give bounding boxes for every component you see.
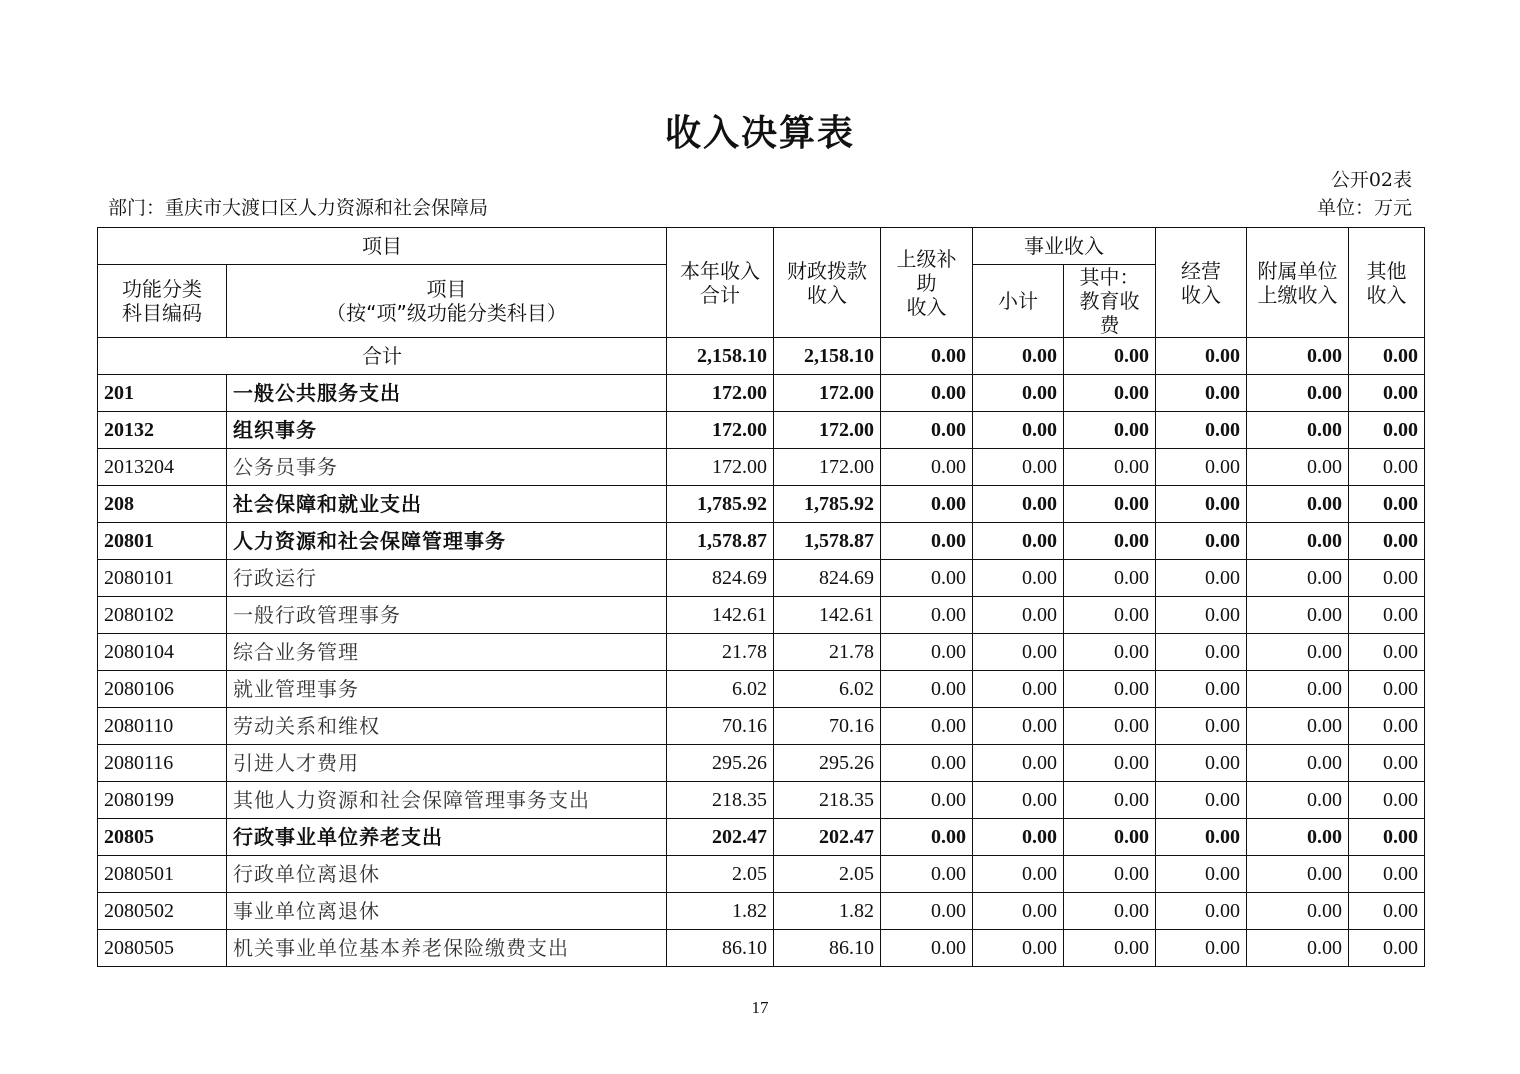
row-value: 172.00 — [774, 449, 881, 486]
page-number: 17 — [751, 998, 769, 1017]
row-name: 一般行政管理事务 — [227, 597, 667, 634]
table-row — [98, 634, 1425, 671]
page-title: 收入决算表 — [664, 113, 855, 154]
row-code: 208 — [98, 486, 227, 523]
row-value: 0.00 — [881, 930, 973, 967]
row-value: 0.00 — [1064, 930, 1156, 967]
row-value: 0.00 — [1064, 449, 1156, 486]
row-value: 0.00 — [1064, 412, 1156, 449]
row-value: 0.00 — [1349, 708, 1425, 745]
row-value: 0.00 — [1349, 745, 1425, 782]
row-code: 2080106 — [98, 671, 227, 708]
row-value: 21.78 — [667, 634, 774, 671]
department-label: 部门：重庆市大渡口区人力资源和社会保障局 — [108, 197, 489, 219]
table-body — [98, 338, 1425, 967]
row-value: 0.00 — [1349, 523, 1425, 560]
row-name: 就业管理事务 — [227, 671, 667, 708]
row-value: 0.00 — [1156, 523, 1247, 560]
header-superior: 上级补助 收入 — [881, 228, 973, 338]
table-row — [98, 412, 1425, 449]
header-item: 项目 （按“项”级功能分类科目） — [227, 265, 667, 338]
row-value: 0.00 — [973, 930, 1064, 967]
table-row — [98, 523, 1425, 560]
row-value: 0.00 — [1349, 671, 1425, 708]
row-code: 20132 — [98, 412, 227, 449]
row-value: 0.00 — [1064, 560, 1156, 597]
row-value: 0.00 — [1247, 671, 1349, 708]
row-code: 2080110 — [98, 708, 227, 745]
row-value: 0.00 — [973, 893, 1064, 930]
row-value: 0.00 — [881, 523, 973, 560]
row-name: 行政事业单位养老支出 — [227, 819, 667, 856]
row-value: 0.00 — [973, 449, 1064, 486]
row-value: 0.00 — [1156, 597, 1247, 634]
total-value: 0.00 — [1247, 338, 1349, 375]
row-value: 6.02 — [667, 671, 774, 708]
row-value: 0.00 — [1349, 856, 1425, 893]
table-row — [98, 708, 1425, 745]
row-value: 0.00 — [881, 375, 973, 412]
row-value: 202.47 — [774, 819, 881, 856]
row-value: 172.00 — [667, 375, 774, 412]
table-header — [98, 228, 1425, 338]
total-value: 2,158.10 — [774, 338, 881, 375]
table-row — [98, 745, 1425, 782]
row-value: 1,785.92 — [667, 486, 774, 523]
header-education: 其中： 教育收费 — [1064, 265, 1156, 338]
row-value: 0.00 — [1247, 819, 1349, 856]
header-other: 其他 收入 — [1349, 228, 1425, 338]
row-value: 172.00 — [667, 412, 774, 449]
row-value: 218.35 — [774, 782, 881, 819]
row-value: 0.00 — [1349, 412, 1425, 449]
row-value: 0.00 — [973, 560, 1064, 597]
row-value: 0.00 — [1156, 560, 1247, 597]
row-name: 劳动关系和维权 — [227, 708, 667, 745]
table-row — [98, 449, 1425, 486]
row-name: 行政运行 — [227, 560, 667, 597]
table-row — [98, 893, 1425, 930]
row-value: 0.00 — [1247, 597, 1349, 634]
row-value: 0.00 — [1064, 745, 1156, 782]
row-name: 组织事务 — [227, 412, 667, 449]
row-value: 824.69 — [774, 560, 881, 597]
row-code: 2080199 — [98, 782, 227, 819]
row-value: 0.00 — [1064, 782, 1156, 819]
row-value: 172.00 — [667, 449, 774, 486]
row-value: 0.00 — [1349, 893, 1425, 930]
row-value: 0.00 — [1247, 930, 1349, 967]
row-value: 1,785.92 — [774, 486, 881, 523]
row-value: 0.00 — [973, 782, 1064, 819]
row-value: 0.00 — [973, 375, 1064, 412]
row-value: 0.00 — [1247, 708, 1349, 745]
row-value: 0.00 — [1064, 634, 1156, 671]
unit-label: 单位：万元 — [1316, 197, 1412, 219]
row-code: 20805 — [98, 819, 227, 856]
row-value: 0.00 — [1349, 930, 1425, 967]
row-value: 0.00 — [1247, 893, 1349, 930]
row-value: 21.78 — [774, 634, 881, 671]
table-row — [98, 782, 1425, 819]
row-value: 0.00 — [1349, 597, 1425, 634]
form-number: 公开02表 — [1330, 169, 1412, 191]
header-career: 事业收入 — [973, 228, 1156, 265]
row-value: 70.16 — [774, 708, 881, 745]
row-value: 0.00 — [1064, 523, 1156, 560]
row-value: 172.00 — [774, 412, 881, 449]
row-value: 0.00 — [881, 671, 973, 708]
row-value: 0.00 — [1064, 708, 1156, 745]
header-project: 项目 — [98, 228, 667, 265]
header-affiliated: 附属单位 上缴收入 — [1247, 228, 1349, 338]
row-value: 0.00 — [1064, 893, 1156, 930]
row-value: 0.00 — [881, 597, 973, 634]
row-name: 其他人力资源和社会保障管理事务支出 — [227, 782, 667, 819]
row-code: 20801 — [98, 523, 227, 560]
row-value: 0.00 — [1156, 893, 1247, 930]
row-value: 0.00 — [973, 634, 1064, 671]
row-value: 0.00 — [1156, 745, 1247, 782]
row-value: 1,578.87 — [774, 523, 881, 560]
row-value: 86.10 — [667, 930, 774, 967]
row-value: 0.00 — [881, 819, 973, 856]
row-value: 0.00 — [1156, 412, 1247, 449]
row-value: 0.00 — [1156, 782, 1247, 819]
row-value: 142.61 — [667, 597, 774, 634]
header-fiscal: 财政拨款 收入 — [774, 228, 881, 338]
row-name: 社会保障和就业支出 — [227, 486, 667, 523]
row-value: 0.00 — [1156, 671, 1247, 708]
row-value: 0.00 — [973, 856, 1064, 893]
row-value: 0.00 — [973, 745, 1064, 782]
row-code: 2080501 — [98, 856, 227, 893]
row-value: 0.00 — [1247, 523, 1349, 560]
row-value: 0.00 — [1349, 375, 1425, 412]
total-value: 2,158.10 — [667, 338, 774, 375]
row-code: 2080104 — [98, 634, 227, 671]
table-row — [98, 597, 1425, 634]
row-value: 0.00 — [1064, 375, 1156, 412]
row-value: 0.00 — [973, 412, 1064, 449]
row-value: 0.00 — [881, 893, 973, 930]
table-row — [98, 930, 1425, 967]
row-value: 0.00 — [1247, 560, 1349, 597]
row-value: 0.00 — [1349, 819, 1425, 856]
total-value: 0.00 — [881, 338, 973, 375]
row-value: 0.00 — [1156, 819, 1247, 856]
row-value: 0.00 — [881, 412, 973, 449]
total-value: 0.00 — [973, 338, 1064, 375]
row-value: 142.61 — [774, 597, 881, 634]
row-value: 0.00 — [1156, 856, 1247, 893]
row-code: 2080502 — [98, 893, 227, 930]
row-value: 295.26 — [774, 745, 881, 782]
row-value: 0.00 — [1156, 930, 1247, 967]
row-value: 0.00 — [1247, 782, 1349, 819]
row-value: 70.16 — [667, 708, 774, 745]
row-value: 0.00 — [1156, 375, 1247, 412]
total-value: 0.00 — [1064, 338, 1156, 375]
row-value: 0.00 — [1156, 634, 1247, 671]
row-value: 0.00 — [1156, 449, 1247, 486]
table-row — [98, 819, 1425, 856]
row-value: 218.35 — [667, 782, 774, 819]
row-value: 0.00 — [1064, 486, 1156, 523]
row-value: 0.00 — [1064, 597, 1156, 634]
row-name: 公务员事务 — [227, 449, 667, 486]
row-value: 0.00 — [1064, 819, 1156, 856]
row-value: 86.10 — [774, 930, 881, 967]
row-value: 824.69 — [667, 560, 774, 597]
row-value: 1.82 — [667, 893, 774, 930]
header-business: 经营 收入 — [1156, 228, 1247, 338]
row-value: 0.00 — [1349, 486, 1425, 523]
row-value: 0.00 — [973, 523, 1064, 560]
row-value: 1.82 — [774, 893, 881, 930]
row-value: 0.00 — [1247, 634, 1349, 671]
header-func-code: 功能分类 科目编码 — [98, 265, 227, 338]
header-subtotal: 小计 — [973, 265, 1064, 338]
row-name: 机关事业单位基本养老保险缴费支出 — [227, 930, 667, 967]
row-value: 6.02 — [774, 671, 881, 708]
table-row — [98, 671, 1425, 708]
row-value: 0.00 — [1349, 449, 1425, 486]
table-row — [98, 486, 1425, 523]
row-value: 0.00 — [973, 708, 1064, 745]
row-value: 0.00 — [1247, 412, 1349, 449]
row-value: 0.00 — [881, 782, 973, 819]
row-value: 0.00 — [1247, 745, 1349, 782]
row-value: 0.00 — [881, 486, 973, 523]
row-value: 2.05 — [667, 856, 774, 893]
table-row — [98, 560, 1425, 597]
row-code: 2080116 — [98, 745, 227, 782]
row-value: 0.00 — [1349, 782, 1425, 819]
total-row — [98, 338, 1425, 375]
row-value: 0.00 — [973, 486, 1064, 523]
total-label: 合计 — [98, 338, 667, 375]
row-value: 0.00 — [881, 708, 973, 745]
row-value: 0.00 — [1349, 634, 1425, 671]
row-value: 0.00 — [881, 634, 973, 671]
row-value: 0.00 — [881, 856, 973, 893]
row-value: 2.05 — [774, 856, 881, 893]
row-value: 0.00 — [1247, 449, 1349, 486]
row-value: 0.00 — [881, 560, 973, 597]
row-value: 0.00 — [881, 745, 973, 782]
income-table — [97, 227, 1425, 967]
row-value: 0.00 — [1247, 856, 1349, 893]
table-row — [98, 856, 1425, 893]
row-value: 0.00 — [973, 597, 1064, 634]
row-value: 202.47 — [667, 819, 774, 856]
row-value: 0.00 — [881, 449, 973, 486]
row-code: 2080102 — [98, 597, 227, 634]
row-value: 295.26 — [667, 745, 774, 782]
row-code: 2013204 — [98, 449, 227, 486]
total-value: 0.00 — [1156, 338, 1247, 375]
row-name: 一般公共服务支出 — [227, 375, 667, 412]
row-value: 172.00 — [774, 375, 881, 412]
row-value: 0.00 — [1247, 486, 1349, 523]
row-code: 2080101 — [98, 560, 227, 597]
row-name: 引进人才费用 — [227, 745, 667, 782]
row-name: 人力资源和社会保障管理事务 — [227, 523, 667, 560]
row-name: 综合业务管理 — [227, 634, 667, 671]
row-value: 0.00 — [1064, 671, 1156, 708]
row-code: 2080505 — [98, 930, 227, 967]
row-name: 行政单位离退休 — [227, 856, 667, 893]
total-value: 0.00 — [1349, 338, 1425, 375]
row-value: 0.00 — [1156, 708, 1247, 745]
row-value: 1,578.87 — [667, 523, 774, 560]
row-name: 事业单位离退休 — [227, 893, 667, 930]
row-value: 0.00 — [1247, 375, 1349, 412]
row-value: 0.00 — [973, 671, 1064, 708]
row-value: 0.00 — [1064, 856, 1156, 893]
header-total-income: 本年收入 合计 — [667, 228, 774, 338]
row-value: 0.00 — [973, 819, 1064, 856]
row-code: 201 — [98, 375, 227, 412]
table-row — [98, 375, 1425, 412]
row-value: 0.00 — [1156, 486, 1247, 523]
row-value: 0.00 — [1349, 560, 1425, 597]
